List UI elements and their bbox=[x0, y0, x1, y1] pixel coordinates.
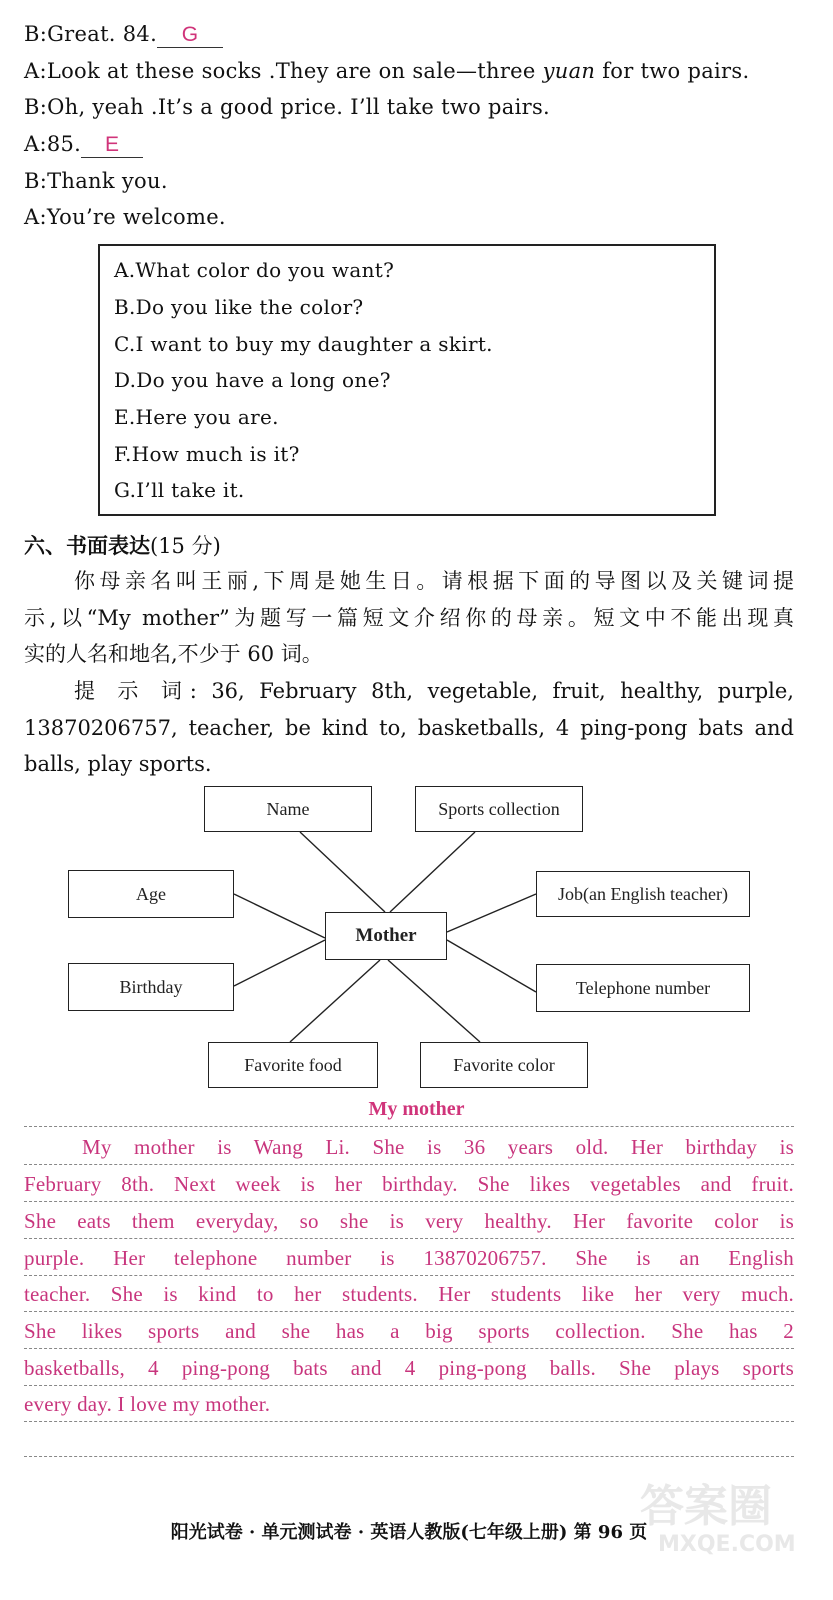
essay-line-5: teacher. She is kind to her students. Her students like her very much. bbox=[24, 1282, 794, 1306]
writing-rule bbox=[24, 1456, 794, 1457]
essay-line-7: basketballs, 4 ping-pong bats and 4 ping-pong balls. She plays sports bbox=[24, 1356, 794, 1380]
essay-line-8: every day. I love my mother. bbox=[24, 1392, 271, 1416]
watermark-text: 答案圈 bbox=[640, 1481, 772, 1532]
writing-rule bbox=[24, 1201, 794, 1202]
node-favorite-food: Favorite food bbox=[208, 1042, 378, 1088]
connector-name bbox=[300, 832, 385, 912]
option-g: G.I’ll take it. bbox=[114, 478, 245, 502]
writing-rule bbox=[24, 1348, 794, 1349]
answer-blank-84[interactable]: G bbox=[157, 23, 223, 48]
mind-map bbox=[0, 780, 833, 1090]
connector-job bbox=[447, 894, 536, 932]
connector-telephone bbox=[447, 940, 536, 992]
writing-rule bbox=[24, 1126, 794, 1127]
writing-rule bbox=[24, 1238, 794, 1239]
dialogue-text: A:Look at these socks .They are on sale—three bbox=[24, 59, 543, 83]
node-sports-collection: Sports collection bbox=[415, 786, 583, 832]
writing-rule bbox=[24, 1311, 794, 1312]
hint-line-3: balls, play sports. bbox=[24, 752, 212, 776]
page-footer: 阳光试卷 · 单元测试卷 · 英语人教版(七年级上册) 第 96 页 bbox=[170, 1522, 648, 1543]
connector-birthday bbox=[234, 940, 325, 986]
writing-rule bbox=[24, 1385, 794, 1386]
writing-rule bbox=[24, 1275, 794, 1276]
connector-food bbox=[290, 960, 380, 1042]
essay-line-1: My mother is Wang Li. She is 36 years old. Her birthday is bbox=[82, 1135, 794, 1159]
hint-line-1: 提 示 词: 36, February 8th, vegetable, fruit, healthy, purple, bbox=[74, 679, 794, 703]
dialogue-prefix: A:85. bbox=[24, 132, 82, 156]
section-heading: 六、书面表达 bbox=[24, 534, 150, 558]
connector-color bbox=[388, 960, 480, 1042]
dialogue-italic-word: yuan bbox=[542, 59, 596, 83]
option-a: A.What color do you want? bbox=[114, 258, 395, 282]
dialogue-line-4 bbox=[24, 132, 143, 158]
instruction-line-1: 你母亲名叫王丽,下周是她生日。请根据下面的导图以及关键词提 bbox=[74, 569, 794, 593]
option-b: B.Do you like the color? bbox=[114, 295, 364, 319]
connector-sports bbox=[390, 832, 475, 912]
options-box bbox=[98, 244, 716, 516]
writing-rule bbox=[24, 1164, 794, 1165]
node-telephone: Telephone number bbox=[536, 964, 750, 1012]
section-score: (15 分) bbox=[150, 534, 221, 558]
essay-line-6: She likes sports and she has a big sports collection. She has 2 bbox=[24, 1319, 794, 1343]
node-name: Name bbox=[204, 786, 372, 832]
node-age: Age bbox=[68, 870, 234, 918]
node-birthday: Birthday bbox=[68, 963, 234, 1011]
essay-line-3: She eats them everyday, so she is very healthy. Her favorite color is bbox=[24, 1209, 794, 1233]
instruction-line-3: 实的人名和地名,不少于 60 词。 bbox=[24, 642, 323, 666]
essay-line-2: February 8th. Next week is her birthday. She likes vegetables and fruit. bbox=[24, 1172, 794, 1196]
dialogue-prefix: B:Great. 84. bbox=[24, 22, 158, 46]
writing-rule bbox=[24, 1421, 794, 1422]
dialogue-line-5: B:Thank you. bbox=[24, 169, 168, 193]
node-favorite-color: Favorite color bbox=[420, 1042, 588, 1088]
hint-line-2: 13870206757, teacher, be kind to, basketballs, 4 ping-pong bats and bbox=[24, 716, 794, 740]
watermark-url: MXQE.COM bbox=[658, 1532, 796, 1557]
option-d: D.Do you have a long one? bbox=[114, 368, 391, 392]
dialogue-line-3: B:Oh, yeah .It’s a good price. I’ll take two pairs. bbox=[24, 95, 550, 119]
section-title bbox=[24, 530, 221, 560]
dialogue-line-6: A:You’re welcome. bbox=[24, 205, 226, 229]
node-job: Job(an English teacher) bbox=[536, 871, 750, 917]
instruction-line-2: 示,以“My mother”为题写一篇短文介绍你的母亲。短文中不能出现真 bbox=[24, 606, 794, 630]
option-e: E.Here you are. bbox=[114, 405, 279, 429]
node-mother: Mother bbox=[325, 912, 447, 960]
dialogue-line-2 bbox=[24, 59, 749, 83]
connector-age bbox=[234, 894, 325, 938]
option-c: C.I want to buy my daughter a skirt. bbox=[114, 332, 493, 356]
option-f: F.How much is it? bbox=[114, 442, 300, 466]
essay-line-4: purple. Her telephone number is 13870206757. She is an English bbox=[24, 1246, 794, 1270]
dialogue-line-1 bbox=[24, 22, 223, 48]
dialogue-text-end: for two pairs. bbox=[595, 59, 750, 83]
answer-blank-85[interactable]: E bbox=[81, 133, 143, 158]
essay-title: My mother bbox=[368, 1098, 465, 1120]
